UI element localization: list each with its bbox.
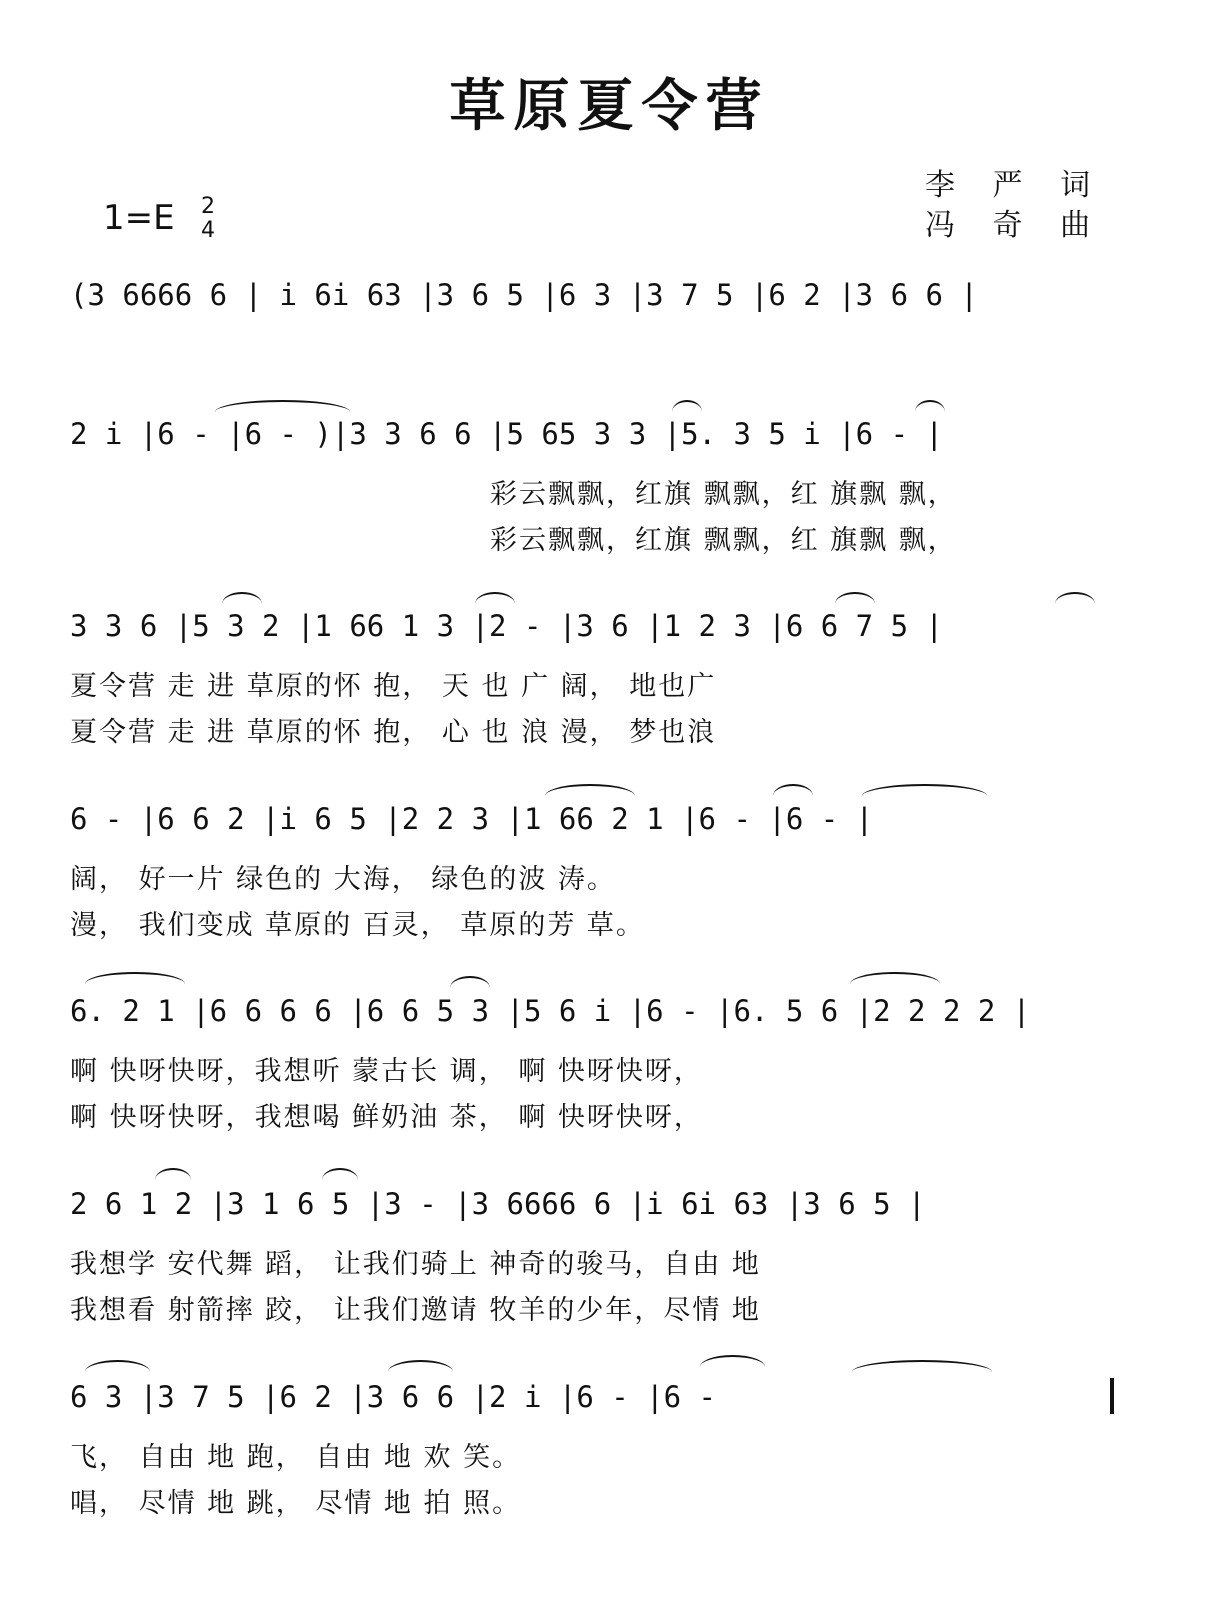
slur bbox=[915, 400, 945, 412]
lyric-line-7a: 飞， 自由 地 跑， 自由 地 欢 笑。 bbox=[70, 1442, 522, 1473]
slur bbox=[215, 400, 350, 412]
lyric-line-4a: 阔， 好一片 绿色的 大海， 绿色的波 涛。 bbox=[70, 864, 616, 895]
staff-line-7: 6 3 |3 7 5 |6 2 |3 6 6 |2 i |6 - |6 - bbox=[70, 1380, 717, 1414]
lyric-line-3a: 夏令营 走 进 草原的怀 抱， 天 也 广 阔， 地也广 bbox=[70, 671, 717, 702]
lyric-line-4b: 漫， 我们变成 草原的 百灵， 草原的芳 草。 bbox=[70, 910, 645, 941]
lyric-line-6a: 我想学 安代舞 蹈， 让我们骑上 神奇的骏马，自由 地 bbox=[70, 1249, 761, 1280]
lyric-line-5b: 啊 快呀快呀，我想喝 鲜奶油 茶， 啊 快呀快呀， bbox=[70, 1102, 703, 1133]
slur bbox=[773, 784, 813, 796]
staff-line-1: (3 6666 6 | i 6i 63 |3 6 5 |6 3 |3 7 5 |6 2 |3 6 6 | bbox=[70, 278, 978, 312]
slur bbox=[700, 1355, 765, 1367]
lyric-line-6b: 我想看 射箭摔 跤， 让我们邀请 牧羊的少年，尽情 地 bbox=[70, 1295, 761, 1326]
slur bbox=[672, 400, 702, 412]
slur bbox=[475, 592, 515, 604]
slur bbox=[852, 1360, 992, 1372]
slur bbox=[222, 592, 262, 604]
time-signature bbox=[198, 196, 218, 242]
slur bbox=[862, 784, 987, 796]
slur bbox=[388, 1360, 453, 1372]
staff-line-4: 6 - |6 6 2 |i 6 5 |2 2 3 |1 66 2 1 |6 - |6 - | bbox=[70, 802, 874, 836]
lyric-line-3b: 夏令营 走 进 草原的怀 抱， 心 也 浪 漫， 梦也浪 bbox=[70, 717, 717, 748]
slur bbox=[450, 976, 490, 988]
song-title: 草原夏令营 bbox=[449, 73, 770, 139]
lyric-line-2b: 彩云飘飘，红旗 飘飘，红 旗飘 飘， bbox=[490, 525, 957, 556]
lyric-line-2a: 彩云飘飘，红旗 飘飘，红 旗飘 飘， bbox=[490, 479, 957, 510]
staff-line-6: 2 6 1 2 |3 1 6 5 |3 - |3 6666 6 |i 6i 63 |3 6 5 | bbox=[70, 1187, 926, 1221]
final-barline bbox=[1110, 1378, 1114, 1414]
time-signature-bottom: 4 bbox=[201, 218, 215, 243]
key-signature: 1=E bbox=[103, 198, 175, 238]
time-signature-top: 2 bbox=[201, 194, 215, 219]
slur bbox=[835, 592, 875, 604]
staff-line-2: 2 i |6 - |6 - )|3 3 6 6 |5 65 3 3 |5. 3 5 i |6 - | bbox=[70, 417, 943, 451]
slur bbox=[85, 1360, 150, 1372]
slur bbox=[1055, 592, 1095, 604]
slur bbox=[85, 972, 185, 984]
lyric-line-7b: 唱， 尽情 地 跳， 尽情 地 拍 照。 bbox=[70, 1488, 522, 1519]
composer-credit: 冯 奇 曲 bbox=[925, 208, 1105, 243]
slur bbox=[322, 1168, 358, 1180]
lyric-line-5a: 啊 快呀快呀，我想听 蒙古长 调， 啊 快呀快呀， bbox=[70, 1056, 703, 1087]
lyricist-credit: 李 严 词 bbox=[925, 168, 1105, 203]
staff-line-3: 3 3 6 |5 3 2 |1 66 1 3 |2 - |3 6 |1 2 3 |6 6 7 5 | bbox=[70, 609, 943, 643]
slur bbox=[850, 972, 940, 984]
staff-line-5: 6. 2 1 |6 6 6 6 |6 6 5 3 |5 6 i |6 - |6. 5 6 |2 2 2 2 | bbox=[70, 994, 1031, 1028]
slur bbox=[545, 784, 635, 796]
slur bbox=[155, 1168, 191, 1180]
